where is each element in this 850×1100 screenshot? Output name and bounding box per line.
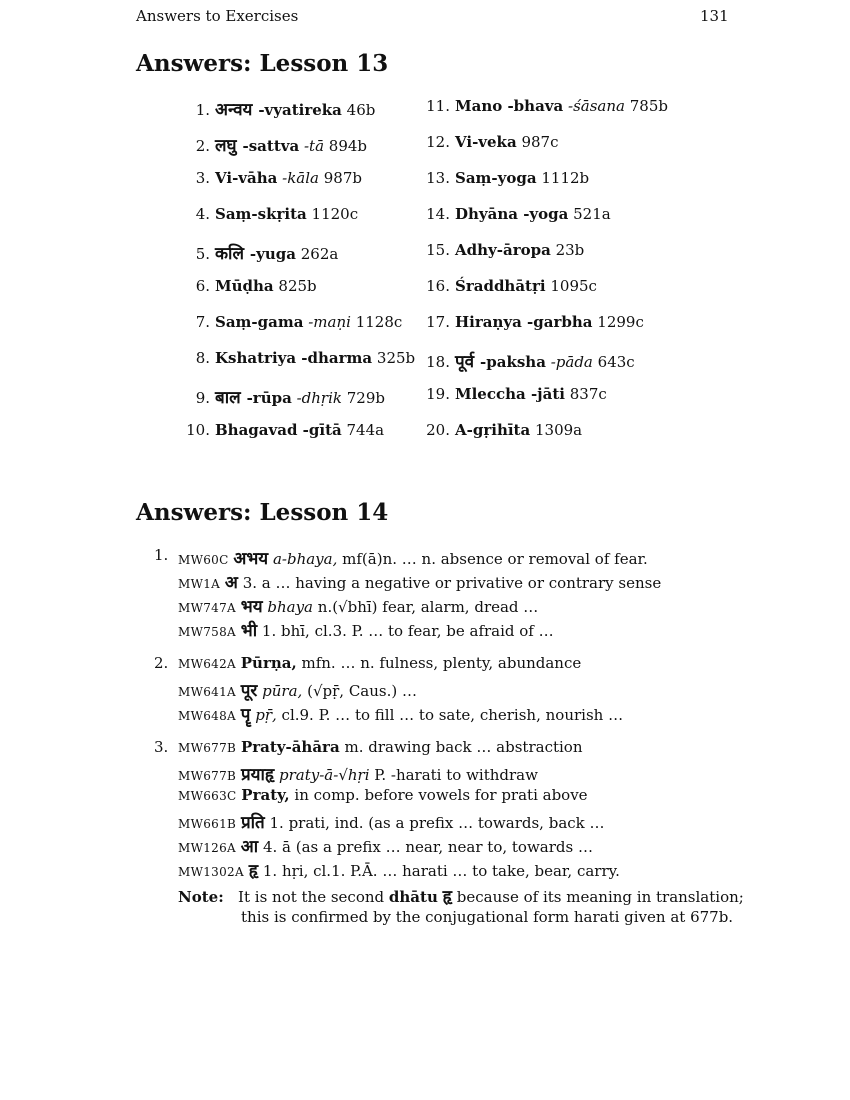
answer-compound: -maṇi (308, 313, 351, 331)
headword: Pūrṇa, (240, 654, 297, 672)
answer-number: 16. (426, 277, 450, 295)
dictionary-line (178, 738, 582, 756)
mw-reference: MW663C (178, 789, 237, 803)
note-term: dhātu (388, 888, 438, 906)
transliteration: bhaya (267, 598, 313, 616)
answer-term: Adhy-āropa (455, 241, 551, 259)
answer-term: Bhagavad -gītā (215, 421, 342, 439)
definition: m. drawing back … abstraction (344, 738, 583, 756)
answer-number: 8. (195, 349, 210, 367)
answer-reference: 744a (346, 421, 385, 439)
answer-item (186, 169, 362, 187)
answer-item (426, 241, 584, 259)
answer-number: 10. (186, 421, 210, 439)
answer-number: 13. (426, 169, 450, 187)
answer-devanagari: बाल (215, 388, 247, 408)
mw-reference: MW642A (178, 657, 236, 671)
entry-number: 1. (154, 546, 169, 564)
transliteration: praty-ā-√hṛi (279, 766, 370, 784)
entry-number: 2. (154, 654, 169, 672)
dictionary-line (178, 618, 554, 641)
answer-reference: 825b (278, 277, 317, 295)
answer-reference: 643c (597, 353, 635, 371)
answer-term: -yuga (249, 245, 296, 263)
note-label: Note: (178, 888, 224, 906)
note (178, 884, 744, 907)
answer-term: -vyatireka (258, 101, 342, 119)
answer-reference: 837c (569, 385, 607, 403)
answer-number: 2. (195, 137, 210, 155)
answer-term: Dhyāna -yoga (455, 205, 569, 223)
note-line2: this is confirmed by the conjugational form harati given at 677b. (241, 908, 734, 926)
answer-term: Hiraṇya -garbha (455, 313, 593, 331)
answer-item (186, 349, 415, 367)
dictionary-line (178, 594, 538, 617)
definition: mf(ā)n. … n. absence or removal of fear. (342, 550, 648, 568)
answer-item (186, 385, 385, 408)
lesson14-title: Answers: Lesson 14 (136, 499, 389, 526)
answer-devanagari: लघु (215, 136, 243, 156)
definition: cl.9. P. … to fill … to sate, cherish, nourish … (281, 706, 624, 724)
answer-item (186, 241, 338, 264)
answer-compound: -pāda (550, 353, 593, 371)
devanagari: भय (240, 597, 263, 617)
transliteration: pūra, (262, 682, 303, 700)
answer-reference: 785b (629, 97, 668, 115)
dictionary-line (178, 702, 623, 725)
answer-term: -rūpa (246, 389, 292, 407)
devanagari: हृ (248, 861, 259, 881)
answer-reference: 729b (346, 389, 385, 407)
headword: Praty, (241, 786, 290, 804)
mw-reference: MW1A (178, 577, 221, 591)
answer-number: 5. (195, 245, 210, 263)
answer-compound: -śāsana (568, 97, 625, 115)
answer-reference: 1128c (355, 313, 403, 331)
entry-number: 3. (154, 738, 169, 756)
headword: Praty-āhāra (240, 738, 340, 756)
mw-reference: MW648A (178, 709, 236, 723)
answer-item (186, 313, 402, 331)
dictionary-line (178, 546, 648, 569)
answer-number: 7. (195, 313, 210, 331)
answer-item (426, 349, 635, 372)
mw-reference: MW747A (178, 601, 236, 615)
definition: 1. hṛi, cl.1. P.Ā. … harati … to take, bear, carry. (262, 862, 620, 880)
answer-reference: 1120c (311, 205, 359, 223)
definition: P. -harati to withdraw (374, 766, 538, 784)
lesson13-title: Answers: Lesson 13 (136, 50, 389, 77)
answer-devanagari: कलि (215, 244, 250, 264)
answer-compound: -tā (303, 137, 325, 155)
devanagari: आ (240, 837, 259, 857)
dictionary-line (178, 570, 661, 593)
answer-item (426, 97, 668, 115)
note-devanagari: हृ (442, 887, 452, 907)
answer-number: 20. (426, 421, 450, 439)
answer-number: 15. (426, 241, 450, 259)
answer-term: Vi-vāha (215, 169, 278, 187)
answer-term: Mano -bhava (455, 97, 564, 115)
answer-number: 3. (195, 169, 210, 187)
answer-item (186, 205, 358, 223)
answer-compound: -kāla (282, 169, 319, 187)
answer-item (186, 97, 375, 120)
dictionary-line (178, 678, 417, 701)
answer-number: 17. (426, 313, 450, 331)
running-header: Answers to Exercises (136, 7, 299, 25)
answer-term: Saṃ-yoga (455, 169, 537, 187)
dictionary-line (178, 834, 593, 857)
answer-compound: -dhṛik (296, 389, 342, 407)
note-text-d: because of its meaning in translation; (456, 888, 744, 906)
answer-term: Mleccha -jāti (455, 385, 565, 403)
answer-reference: 46b (346, 101, 376, 119)
answer-term: A-gṛihīta (455, 421, 531, 439)
definition: 3. a … having a negative or privative or contrary sense (242, 574, 662, 592)
answer-item (186, 277, 317, 295)
mw-reference: MW60C (178, 553, 229, 567)
mw-reference: MW677B (178, 769, 237, 783)
answer-term: -sattva (242, 137, 300, 155)
definition: n.(√bhī) fear, alarm, dread … (317, 598, 539, 616)
mw-reference: MW126A (178, 841, 236, 855)
answer-term: Śraddhātṛi (455, 277, 546, 295)
answer-reference: 894b (328, 137, 368, 155)
answer-reference: 987b (323, 169, 362, 187)
answer-item (426, 169, 589, 187)
devanagari: प्रति (240, 813, 265, 833)
mw-reference: MW661B (178, 817, 237, 831)
answer-item (426, 385, 607, 403)
definition: mfn. … n. fulness, plenty, abundance (301, 654, 582, 672)
devanagari: भी (240, 621, 258, 641)
dictionary-line (178, 654, 581, 672)
answer-number: 9. (195, 389, 210, 407)
answer-reference: 1112b (541, 169, 590, 187)
definition: 1. bhī, cl.3. P. … to fear, be afraid of … (261, 622, 554, 640)
answer-number: 6. (195, 277, 210, 295)
definition: (√pṝ, Caus.) … (307, 682, 417, 700)
devanagari: प्रयाहृ (240, 765, 275, 785)
answer-term: Mūḍha (215, 277, 274, 295)
answer-devanagari: पूर्व (455, 352, 481, 372)
answer-number: 12. (426, 133, 450, 151)
mw-reference: MW1302A (178, 865, 244, 879)
mw-reference: MW677B (178, 741, 237, 755)
answer-reference: 1309a (535, 421, 583, 439)
note-text-a: It is not the second (238, 888, 385, 906)
answer-number: 18. (426, 353, 450, 371)
answer-reference: 1299c (597, 313, 644, 331)
answer-item (426, 313, 644, 331)
answer-reference: 1095c (550, 277, 597, 295)
devanagari: पूर (240, 681, 258, 701)
definition: 1. prati, ind. (as a prefix … towards, back … (269, 814, 605, 832)
definition: in comp. before vowels for prati above (294, 786, 588, 804)
transliteration: a-bhaya, (272, 550, 338, 568)
answer-number: 11. (426, 97, 450, 115)
answer-number: 14. (426, 205, 450, 223)
answer-term: Saṃ-skṛita (215, 205, 307, 223)
dictionary-line (178, 786, 588, 804)
devanagari: अभय (233, 549, 269, 569)
answer-devanagari: अन्वय (215, 100, 259, 120)
answer-item (426, 421, 582, 439)
page-number: 131 (700, 7, 729, 25)
answer-reference: 325b (376, 349, 416, 367)
answer-reference: 987c (521, 133, 559, 151)
answer-reference: 23b (555, 241, 585, 259)
transliteration: pṝ, (255, 706, 277, 724)
answer-item (426, 205, 611, 223)
answer-item (426, 133, 558, 151)
devanagari: अ (224, 573, 238, 593)
definition: 4. ā (as a prefix … near, near to, towards … (262, 838, 593, 856)
devanagari: पॄ (240, 705, 251, 725)
dictionary-line (178, 810, 605, 833)
answer-term: Kshatriya -dharma (215, 349, 373, 367)
answer-term: -paksha (480, 353, 546, 371)
dictionary-line (178, 762, 538, 785)
mw-reference: MW758A (178, 625, 236, 639)
mw-reference: MW641A (178, 685, 236, 699)
answer-number: 1. (195, 101, 210, 119)
answer-number: 4. (195, 205, 210, 223)
answer-item (426, 277, 597, 295)
answer-reference: 262a (300, 245, 339, 263)
answer-term: Vi-veka (455, 133, 517, 151)
answer-number: 19. (426, 385, 450, 403)
answer-term: Saṃ-gama (215, 313, 304, 331)
answer-item (186, 133, 367, 156)
answer-item (186, 421, 384, 439)
answer-reference: 521a (573, 205, 611, 223)
dictionary-line (178, 858, 620, 881)
